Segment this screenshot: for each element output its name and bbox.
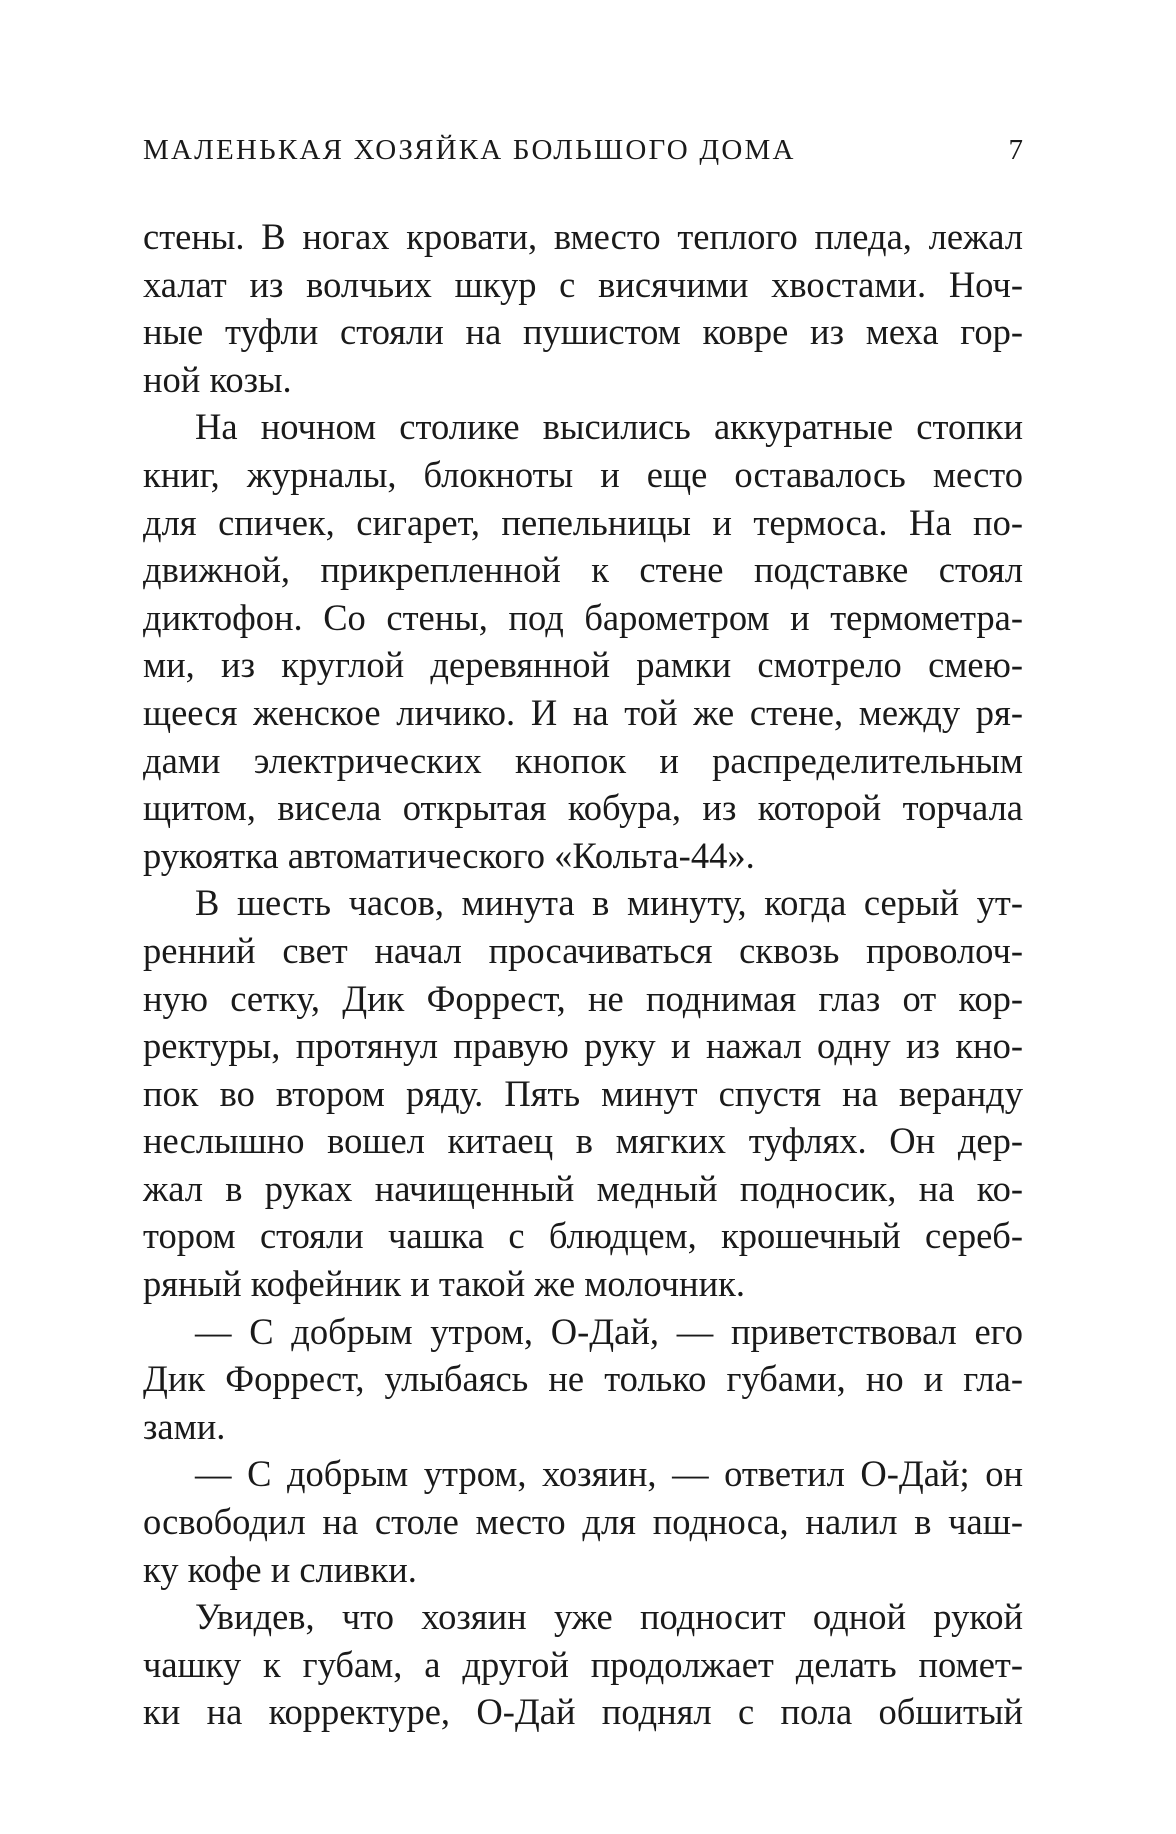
text-line: — С добрым утром, О-Дай, — приветствовал его [195,1310,1023,1352]
text-line: ной козы. [143,358,292,400]
text-line: На ночном столике высились аккуратные стопки [195,406,1023,448]
text-line: щитом, висела открытая кобура, из которой торчала [143,787,1023,829]
text-line: — С добрым утром, хозяин, — ответил О-Дай; он [195,1453,1023,1495]
text-line: жал в руках начищенный медный подносик, на ко- [143,1167,1023,1209]
text-line: ки на корректуре, О-Дай поднял с пола обшитый [143,1691,1023,1733]
text-line: ку кофе и сливки. [143,1548,417,1590]
text-line: Дик Форрест, улыбаясь не только губами, но и гла- [143,1358,1023,1400]
text-line: пок во втором ряду. Пять минут спустя на веранду [143,1072,1023,1114]
text-line: зами. [143,1405,226,1447]
text-line: халат из волчьих шкур с висячими хвостами. Ноч- [143,263,1023,305]
text-line: Увидев, что хозяин уже подносит одной рукой [195,1596,1023,1638]
text-line: ренний свет начал просачиваться сквозь проволоч- [143,929,1023,971]
text-line: ми, из круглой деревянной рамки смотрело смею- [143,644,1023,686]
page-number: 7 [1008,134,1023,166]
text-line: освободил на столе место для подноса, налил в чаш- [143,1501,1023,1543]
text-line: движной, прикрепленной к стене подставке стоял [143,549,1023,591]
text-line: ную сетку, Дик Форрест, не поднимая глаз от кор- [143,977,1023,1019]
running-title: МАЛЕНЬКАЯ ХОЗЯЙКА БОЛЬШОГО ДОМА [143,134,796,166]
text-line: для спичек, сигарет, пепельницы и термоса. На по- [143,501,1023,543]
text-line: дами электрических кнопок и распределительным [143,739,1023,781]
text-line: щееся женское личико. И на той же стене, между ря- [143,691,1023,733]
text-line: рукоятка автоматического «Кольта-44». [143,834,755,876]
text-line: ряный кофейник и такой же молочник. [143,1263,745,1305]
text-line: стены. В ногах кровати, вместо теплого пледа, лежал [143,216,1023,257]
body-text [143,213,1023,1736]
text-line: диктофон. Со стены, под барометром и термометра- [143,596,1023,638]
text-line: ные туфли стояли на пушистом ковре из меха гор- [143,311,1023,353]
text-line: неслышно вошел китаец в мягких туфлях. Он дер- [143,1120,1023,1162]
text-line: книг, журналы, блокноты и еще оставалось место [143,453,1023,495]
text-line: В шесть часов, минута в минуту, когда серый ут- [195,882,1023,924]
text-line: ректуры, протянул правую руку и нажал одну из кно- [143,1025,1023,1067]
text-line: тором стояли чашка с блюдцем, крошечный сереб- [143,1215,1023,1257]
text-line: чашку к губам, а другой продолжает делать помет- [143,1643,1023,1685]
running-header [143,130,1023,170]
